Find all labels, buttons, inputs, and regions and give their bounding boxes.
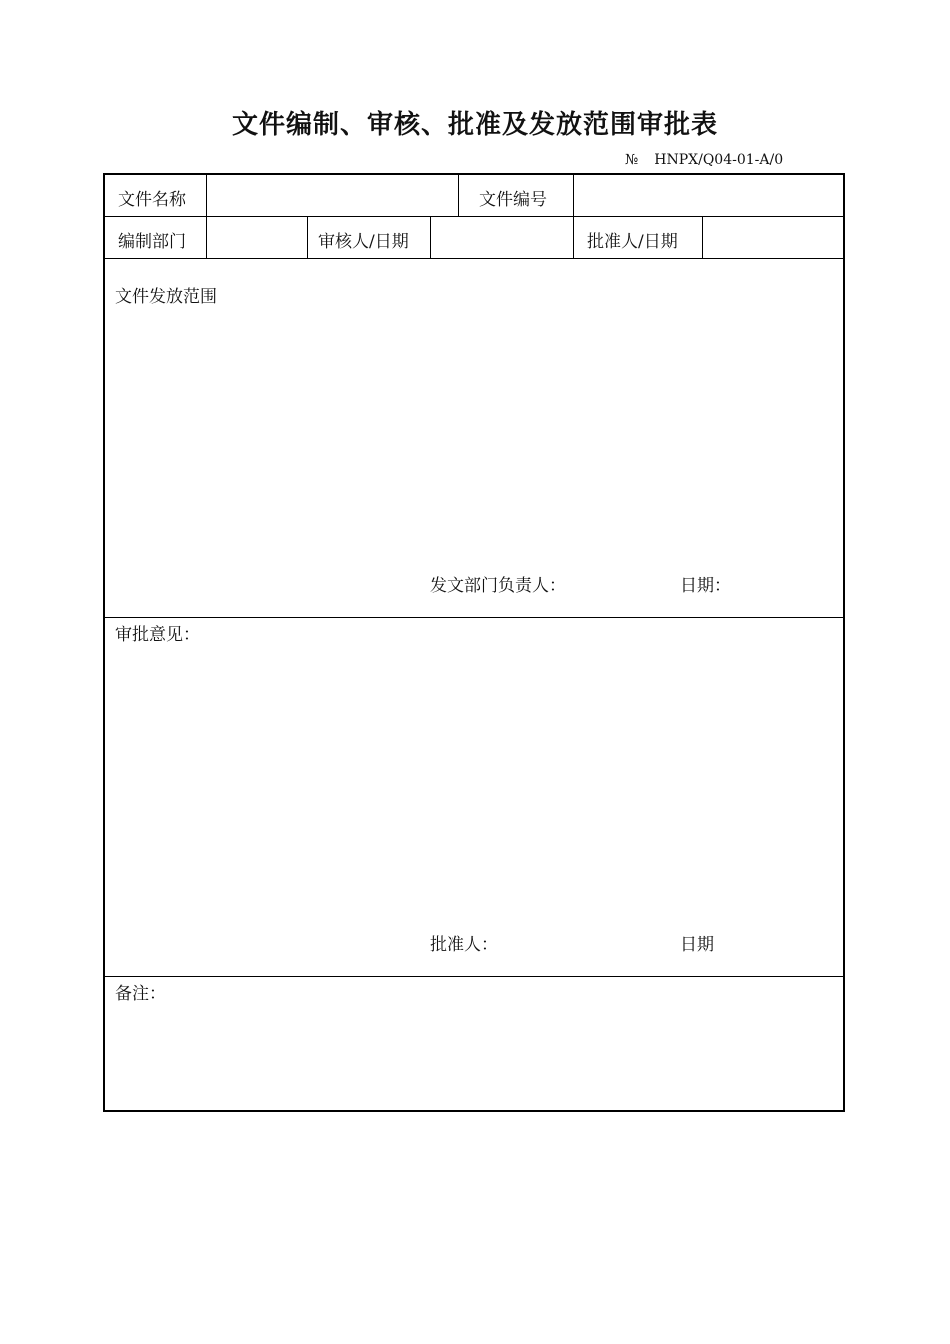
approval-form [103,173,845,1112]
approval-date-label: 日期 [680,935,714,955]
column-divider [206,175,207,216]
dept-head-sign-label: 发文部门负责人： [430,576,566,596]
file-number-label: 文件编号 [479,190,547,210]
document-number [625,152,783,168]
column-divider [430,216,431,258]
column-divider [206,216,207,258]
row-divider [105,216,843,217]
remarks-label: 备注： [115,984,166,1004]
number-mark: № [625,152,639,168]
row-divider [105,976,843,977]
column-divider [458,175,459,216]
scope-label: 文件发放范围 [115,287,217,307]
approval-opinion-label: 审批意见： [115,625,200,645]
approver-date-label: 批准人/日期 [587,232,678,252]
number-value: HNPX/Q04-01-A/0 [654,152,784,168]
page-title: 文件编制、审核、批准及发放范围审批表 [231,110,718,140]
approver-sign-label: 批准人： [430,935,498,955]
column-divider [573,216,574,258]
column-divider [307,216,308,258]
column-divider [573,175,574,216]
scope-date-label: 日期： [680,576,731,596]
file-name-label: 文件名称 [118,190,186,210]
row-divider [105,258,843,259]
row-divider [105,617,843,618]
reviewer-date-label: 审核人/日期 [318,232,409,252]
column-divider [702,216,703,258]
prep-dept-label: 编制部门 [118,232,186,252]
